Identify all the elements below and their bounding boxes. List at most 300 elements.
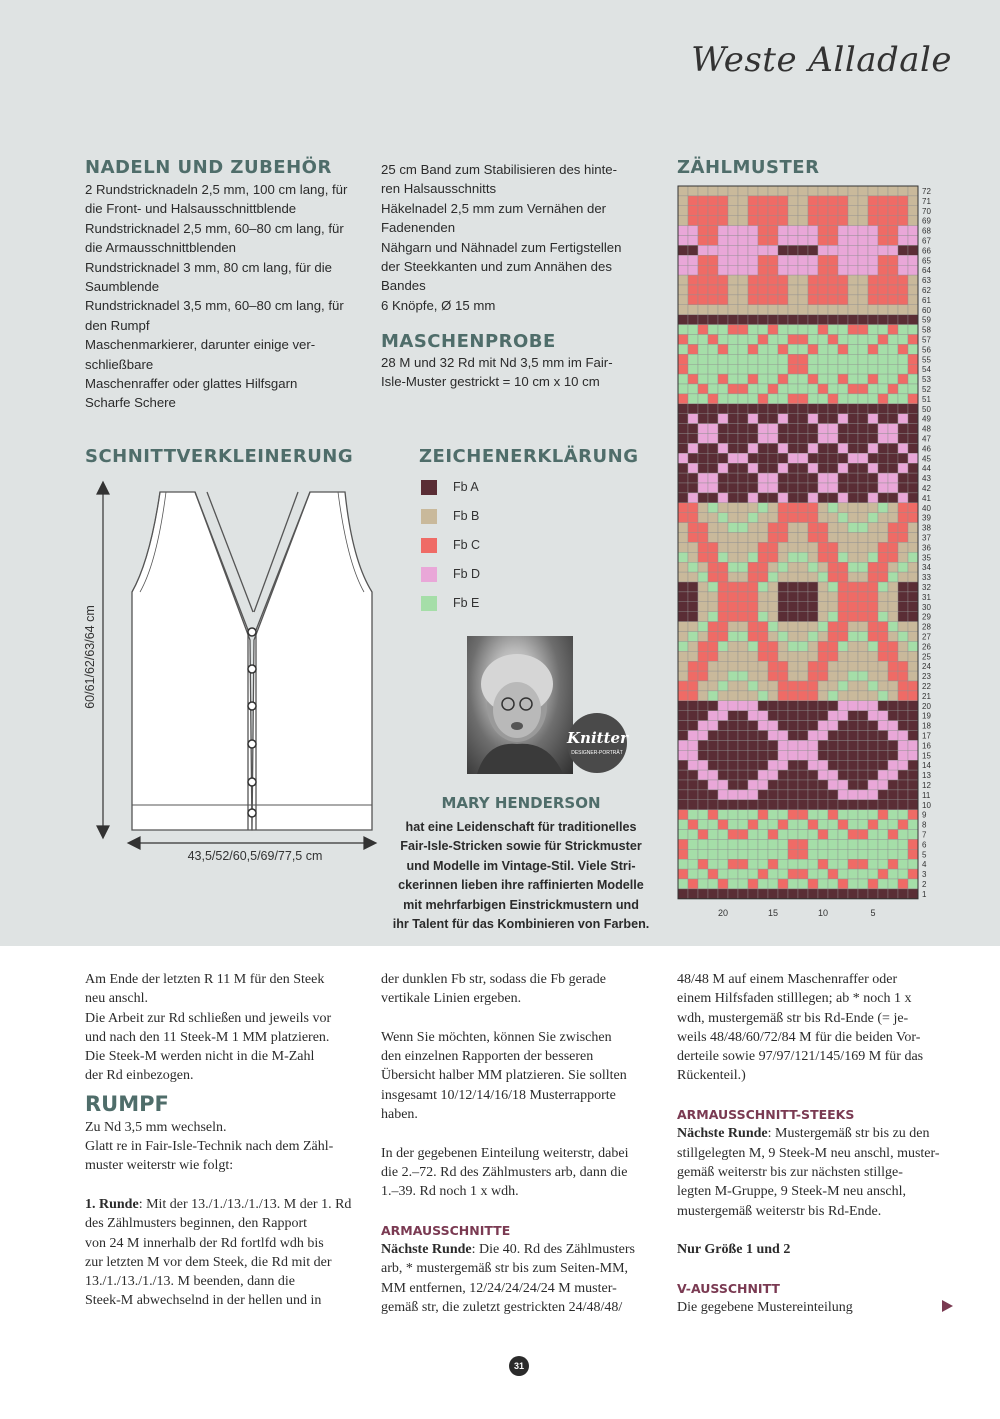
chart-cell bbox=[838, 592, 848, 602]
chart-cell bbox=[908, 226, 918, 236]
chart-cell bbox=[858, 404, 868, 414]
chart-cell bbox=[828, 463, 838, 473]
chart-cell bbox=[738, 414, 748, 424]
chart-cell bbox=[788, 701, 798, 711]
chart-cell bbox=[768, 513, 778, 523]
chart-cell bbox=[858, 810, 868, 820]
chart-cell bbox=[888, 305, 898, 315]
chart-cell bbox=[888, 671, 898, 681]
chart-cell bbox=[878, 800, 888, 810]
chart-cell bbox=[798, 592, 808, 602]
chart-cell bbox=[698, 473, 708, 483]
chart-cell bbox=[898, 434, 908, 444]
chart-cell bbox=[908, 721, 918, 731]
chart-cell bbox=[908, 325, 918, 335]
chart-cell bbox=[818, 443, 828, 453]
chart-cell bbox=[758, 879, 768, 889]
chart-cell bbox=[818, 265, 828, 275]
chart-cell bbox=[728, 750, 738, 760]
chart-cell bbox=[828, 790, 838, 800]
chart-cell bbox=[828, 681, 838, 691]
chart-cell bbox=[838, 800, 848, 810]
chart-cell bbox=[738, 651, 748, 661]
chart-cell bbox=[828, 434, 838, 444]
spacer bbox=[381, 1009, 635, 1028]
chart-cell bbox=[768, 542, 778, 552]
chart-cell bbox=[878, 780, 888, 790]
chart-cell bbox=[868, 503, 878, 513]
chart-cell bbox=[738, 641, 748, 651]
chart-cell bbox=[838, 186, 848, 196]
chart-cell bbox=[738, 236, 748, 246]
text-line: einem Hilfsfaden stilllegen; ab * noch 1 x bbox=[677, 991, 912, 1007]
chart-cell bbox=[858, 542, 868, 552]
chart-cell bbox=[758, 622, 768, 632]
row-number: 36 bbox=[922, 543, 931, 553]
chart-cell bbox=[698, 721, 708, 731]
chart-cell bbox=[728, 790, 738, 800]
chart-cell bbox=[678, 493, 688, 503]
chart-cell bbox=[858, 493, 868, 503]
chart-cell bbox=[818, 651, 828, 661]
chart-cell bbox=[788, 760, 798, 770]
chart-cell bbox=[738, 186, 748, 196]
chart-cell bbox=[738, 513, 748, 523]
chart-cell bbox=[698, 632, 708, 642]
chart-heading: ZÄHLMUSTER bbox=[677, 157, 820, 178]
chart-cell bbox=[738, 800, 748, 810]
chart-cell bbox=[908, 295, 918, 305]
chart-cell bbox=[728, 226, 738, 236]
chart-cell bbox=[838, 780, 848, 790]
chart-cell bbox=[858, 582, 868, 592]
chart-cell bbox=[768, 216, 778, 226]
chart-cell bbox=[798, 830, 808, 840]
chart-cell bbox=[708, 206, 718, 216]
chart-cell bbox=[908, 354, 918, 364]
chart-cell bbox=[838, 760, 848, 770]
chart-cell bbox=[768, 790, 778, 800]
chart-cell bbox=[788, 443, 798, 453]
chart-cell bbox=[848, 523, 858, 533]
chart-cell bbox=[768, 443, 778, 453]
chart-cell bbox=[908, 503, 918, 513]
chart-cell bbox=[718, 354, 728, 364]
chart-cell bbox=[868, 483, 878, 493]
chart-cell bbox=[868, 582, 878, 592]
chart-cell bbox=[688, 354, 698, 364]
chart-cell bbox=[708, 473, 718, 483]
chart-cell bbox=[878, 839, 888, 849]
chart-cell bbox=[898, 701, 908, 711]
chart-cell bbox=[778, 889, 788, 899]
chart-cell bbox=[798, 770, 808, 780]
text-line: MM entfernen, 12/24/24/24/24 M muster- bbox=[381, 1280, 617, 1296]
chart-cell bbox=[848, 780, 858, 790]
chart-cell bbox=[908, 671, 918, 681]
chart-cell bbox=[838, 582, 848, 592]
chart-cell bbox=[678, 196, 688, 206]
chart-cell bbox=[748, 404, 758, 414]
chart-cell bbox=[838, 859, 848, 869]
text-line: weils 48/48/60/72/84 M für die beiden Vor- bbox=[677, 1029, 921, 1045]
row-number: 35 bbox=[922, 553, 931, 563]
chart-cell bbox=[788, 790, 798, 800]
chart-cell bbox=[698, 701, 708, 711]
bio-line: Fair-Isle-Stricken sowie für Strickmuster bbox=[400, 839, 642, 854]
chart-cell bbox=[718, 740, 728, 750]
row-number: 18 bbox=[922, 721, 931, 731]
chart-cell bbox=[718, 701, 728, 711]
chart-cell bbox=[878, 503, 888, 513]
row-number: 8 bbox=[922, 820, 927, 830]
row-number: 51 bbox=[922, 394, 931, 404]
chart-cell bbox=[878, 236, 888, 246]
chart-cell bbox=[698, 820, 708, 830]
chart-cell bbox=[748, 364, 758, 374]
chart-cell bbox=[858, 523, 868, 533]
chart-cell bbox=[678, 335, 688, 345]
chart-cell bbox=[728, 661, 738, 671]
chart-cell bbox=[728, 612, 738, 622]
chart-cell bbox=[888, 424, 898, 434]
chart-cell bbox=[788, 523, 798, 533]
chart-cell bbox=[798, 226, 808, 236]
text-line: Die gegebene Mustereinteilung bbox=[677, 1300, 853, 1316]
chart-cell bbox=[708, 285, 718, 295]
chart-cell bbox=[688, 434, 698, 444]
chart-cell bbox=[758, 245, 768, 255]
chart-cell bbox=[888, 503, 898, 513]
chart-cell bbox=[718, 424, 728, 434]
chart-cell bbox=[728, 325, 738, 335]
chart-cell bbox=[798, 572, 808, 582]
chart-cell bbox=[898, 721, 908, 731]
chart-cell bbox=[728, 344, 738, 354]
chart-cell bbox=[768, 592, 778, 602]
chart-cell bbox=[748, 503, 758, 513]
chart-cell bbox=[808, 671, 818, 681]
chart-cell bbox=[868, 315, 878, 325]
chart-cell bbox=[798, 750, 808, 760]
col-tick-label: 15 bbox=[767, 907, 779, 918]
chart-cell bbox=[848, 236, 858, 246]
chart-cell bbox=[818, 810, 828, 820]
chart-cell bbox=[878, 394, 888, 404]
chart-cell bbox=[888, 533, 898, 543]
chart-cell bbox=[718, 879, 728, 889]
chart-cell bbox=[898, 325, 908, 335]
chart-cell bbox=[708, 661, 718, 671]
chart-cell bbox=[908, 701, 918, 711]
chart-cell bbox=[758, 434, 768, 444]
chart-cell bbox=[828, 364, 838, 374]
chart-cell bbox=[898, 879, 908, 889]
chart-cell bbox=[788, 364, 798, 374]
chart-cell bbox=[688, 859, 698, 869]
chart-cell bbox=[858, 780, 868, 790]
chart-cell bbox=[718, 830, 728, 840]
chart-cell bbox=[838, 701, 848, 711]
chart-cell bbox=[828, 394, 838, 404]
chart-cell bbox=[708, 691, 718, 701]
row-number: 15 bbox=[922, 751, 931, 761]
chart-cell bbox=[698, 513, 708, 523]
chart-cell bbox=[878, 582, 888, 592]
chart-cell bbox=[708, 354, 718, 364]
chart-cell bbox=[718, 414, 728, 424]
chart-cell bbox=[898, 800, 908, 810]
chart-cell bbox=[868, 226, 878, 236]
chart-cell bbox=[838, 424, 848, 434]
chart-cell bbox=[828, 820, 838, 830]
chart-cell bbox=[698, 760, 708, 770]
chart-cell bbox=[728, 493, 738, 503]
chart-cell bbox=[848, 344, 858, 354]
row-number: 70 bbox=[922, 206, 931, 216]
chart-cell bbox=[828, 641, 838, 651]
chart-cell bbox=[768, 364, 778, 374]
chart-cell bbox=[708, 602, 718, 612]
chart-cell bbox=[848, 443, 858, 453]
chart-cell bbox=[878, 552, 888, 562]
chart-cell bbox=[838, 721, 848, 731]
chart-cell bbox=[788, 186, 798, 196]
text-line: In der gegebenen Einteilung weiterstr, dabei bbox=[381, 1145, 629, 1161]
round-label: Nächste Runde bbox=[677, 1126, 768, 1142]
chart-cell bbox=[798, 523, 808, 533]
chart-cell bbox=[858, 186, 868, 196]
chart-cell bbox=[878, 770, 888, 780]
chart-cell bbox=[848, 216, 858, 226]
chart-cell bbox=[878, 453, 888, 463]
chart-cell bbox=[758, 671, 768, 681]
text-line: insgesamt 10/12/14/16/18 Musterrapporte bbox=[381, 1087, 616, 1103]
chart-cell bbox=[828, 839, 838, 849]
chart-cell bbox=[818, 602, 828, 612]
chart-cell bbox=[868, 344, 878, 354]
chart-cell bbox=[808, 206, 818, 216]
chart-cell bbox=[688, 582, 698, 592]
chart-cell bbox=[778, 879, 788, 889]
chart-cell bbox=[888, 681, 898, 691]
chart-cell bbox=[698, 651, 708, 661]
text-line: Übersicht halber MM platzieren. Sie sollten bbox=[381, 1068, 627, 1084]
chart-cell bbox=[768, 394, 778, 404]
chart-cell bbox=[758, 285, 768, 295]
chart-cell bbox=[848, 711, 858, 721]
chart-cell bbox=[858, 820, 868, 830]
chart-cell bbox=[678, 790, 688, 800]
chart-cell bbox=[768, 206, 778, 216]
chart-cell bbox=[768, 622, 778, 632]
chart-cell bbox=[898, 731, 908, 741]
page-title: Weste Alladale bbox=[691, 40, 952, 80]
chart-cell bbox=[868, 275, 878, 285]
row-number: 4 bbox=[922, 860, 927, 870]
chart-cell bbox=[778, 453, 788, 463]
chart-cell bbox=[878, 671, 888, 681]
chart-cell bbox=[878, 651, 888, 661]
chart-cell bbox=[708, 582, 718, 592]
chart-cell bbox=[828, 245, 838, 255]
chart-cell bbox=[868, 800, 878, 810]
chart-cell bbox=[788, 641, 798, 651]
chart-cell bbox=[828, 513, 838, 523]
chart-cell bbox=[778, 721, 788, 731]
chart-cell bbox=[808, 236, 818, 246]
chart-cell bbox=[748, 651, 758, 661]
chart-cell bbox=[898, 384, 908, 394]
chart-cell bbox=[728, 681, 738, 691]
chart-cell bbox=[798, 404, 808, 414]
chart-cell bbox=[728, 374, 738, 384]
chart-cell bbox=[788, 255, 798, 265]
chart-cell bbox=[878, 196, 888, 206]
chart-cell bbox=[908, 622, 918, 632]
chart-cell bbox=[758, 206, 768, 216]
chart-cell bbox=[728, 632, 738, 642]
chart-cell bbox=[808, 859, 818, 869]
chart-cell bbox=[888, 236, 898, 246]
chart-cell bbox=[888, 612, 898, 622]
chart-cell bbox=[798, 374, 808, 384]
chart-cell bbox=[738, 562, 748, 572]
chart-cell bbox=[678, 681, 688, 691]
chart-cell bbox=[708, 889, 718, 899]
chart-cell bbox=[708, 513, 718, 523]
chart-cell bbox=[748, 879, 758, 889]
row-number: 62 bbox=[922, 286, 931, 295]
chart-cell bbox=[868, 760, 878, 770]
chart-cell bbox=[868, 869, 878, 879]
chart-cell bbox=[718, 750, 728, 760]
chart-cell bbox=[908, 473, 918, 483]
chart-cell bbox=[678, 711, 688, 721]
row-number: 58 bbox=[922, 325, 931, 335]
chart-cell bbox=[888, 651, 898, 661]
chart-cell bbox=[868, 889, 878, 899]
badge-sub-text: DESIGNER-PORTRÄT bbox=[571, 750, 623, 756]
needles-line: Scharfe Schere bbox=[85, 395, 176, 411]
chart-cell bbox=[868, 255, 878, 265]
chart-cell bbox=[878, 721, 888, 731]
chart-cell bbox=[848, 295, 858, 305]
chart-cell bbox=[738, 473, 748, 483]
chart-cell bbox=[808, 384, 818, 394]
chart-cell bbox=[808, 265, 818, 275]
row-number: 33 bbox=[922, 573, 931, 583]
chart-cell bbox=[888, 800, 898, 810]
chart-cell bbox=[678, 236, 688, 246]
chart-cell bbox=[808, 186, 818, 196]
chart-cell bbox=[728, 533, 738, 543]
chart-cell bbox=[908, 216, 918, 226]
chart-cell bbox=[758, 592, 768, 602]
chart-cell bbox=[788, 612, 798, 622]
chart-cell bbox=[858, 305, 868, 315]
chart-cell bbox=[698, 602, 708, 612]
chart-cell bbox=[898, 335, 908, 345]
chart-cell bbox=[768, 740, 778, 750]
chart-cell bbox=[828, 859, 838, 869]
chart-cell bbox=[708, 641, 718, 651]
chart-cell bbox=[838, 315, 848, 325]
chart-cell bbox=[688, 879, 698, 889]
chart-cell bbox=[788, 582, 798, 592]
chart-cell bbox=[818, 275, 828, 285]
chart-cell bbox=[678, 731, 688, 741]
chart-cell bbox=[818, 612, 828, 622]
chart-cell bbox=[758, 523, 768, 533]
chart-cell bbox=[888, 216, 898, 226]
chart-cell bbox=[838, 483, 848, 493]
chart-cell bbox=[678, 216, 688, 226]
chart-cell bbox=[858, 364, 868, 374]
chart-cell bbox=[898, 503, 908, 513]
chart-cell bbox=[728, 443, 738, 453]
chart-cell bbox=[748, 790, 758, 800]
chart-cell bbox=[908, 641, 918, 651]
chart-cell bbox=[778, 384, 788, 394]
chart-cell bbox=[808, 394, 818, 404]
chart-cell bbox=[868, 602, 878, 612]
chart-cell bbox=[798, 641, 808, 651]
chart-cell bbox=[808, 612, 818, 622]
chart-cell bbox=[678, 572, 688, 582]
chart-cell bbox=[848, 839, 858, 849]
chart-cell bbox=[888, 374, 898, 384]
chart-cell bbox=[828, 622, 838, 632]
chart-cell bbox=[838, 513, 848, 523]
chart-cell bbox=[718, 404, 728, 414]
chart-cell bbox=[868, 424, 878, 434]
chart-cell bbox=[738, 622, 748, 632]
chart-cell bbox=[838, 236, 848, 246]
chart-cell bbox=[768, 750, 778, 760]
row-number: 52 bbox=[922, 385, 931, 394]
chart-cell bbox=[878, 186, 888, 196]
chart-cell bbox=[718, 849, 728, 859]
text-line: Die Arbeit zur Rd schließen und jeweils vor bbox=[85, 1010, 332, 1026]
chart-cell bbox=[878, 523, 888, 533]
chart-cell bbox=[898, 216, 908, 226]
chart-cell bbox=[738, 750, 748, 760]
chart-cell bbox=[768, 196, 778, 206]
chart-cell bbox=[788, 869, 798, 879]
chart-cell bbox=[738, 434, 748, 444]
chart-cell bbox=[908, 740, 918, 750]
chart-cell bbox=[778, 315, 788, 325]
chart-cell bbox=[868, 552, 878, 562]
chart-cell bbox=[798, 760, 808, 770]
legend-label: Fb A bbox=[453, 480, 479, 494]
chart-cell bbox=[798, 859, 808, 869]
chart-cell bbox=[708, 721, 718, 731]
chart-cell bbox=[688, 632, 698, 642]
row-number: 38 bbox=[922, 523, 931, 533]
chart-cell bbox=[828, 186, 838, 196]
chart-cell bbox=[898, 582, 908, 592]
chart-cell bbox=[748, 344, 758, 354]
chart-cell bbox=[898, 820, 908, 830]
chart-cell bbox=[868, 374, 878, 384]
chart-cell bbox=[878, 434, 888, 444]
chart-cell bbox=[818, 731, 828, 741]
chart-cell bbox=[778, 295, 788, 305]
chart-cell bbox=[698, 186, 708, 196]
chart-cell bbox=[878, 216, 888, 226]
